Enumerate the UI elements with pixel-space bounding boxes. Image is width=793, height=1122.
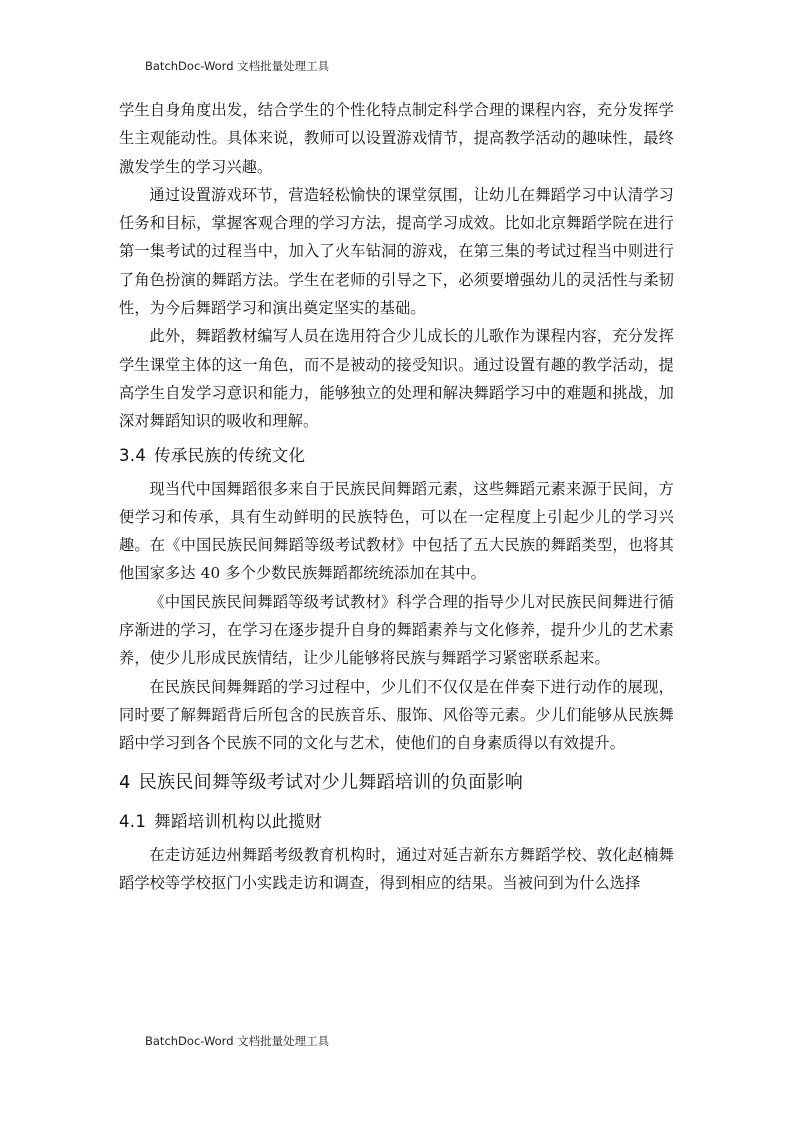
paragraph: 在走访延边州舞蹈考级教育机构时，通过对延吉新东方舞蹈学校、敦化赵楠舞蹈学校等学校抠门小实践走访和调查，得到相应的结果。当被问到为什么选择 <box>119 845 674 892</box>
paragraph: 此外，舞蹈教材编写人员在选用符合少儿成长的儿歌作为课程内容，充分发挥学生课堂主体的这一角色，而不是被动的接受知识。通过设置有趣的教学活动，提高学生自发学习意识和能力，能够独立的处理和解决舞蹈学习中的难题和挑战，加深对舞蹈知识的吸收和理解。 <box>119 327 674 431</box>
paragraph: 学生自身角度出发，结合学生的个性化特点制定科学合理的课程内容，充分发挥学生主观能动性。具体来说，教师可以设置游戏情节，提高教学活动的趣味性，最终激发学生的学习兴趣。 <box>119 101 674 176</box>
page-header: BatchDoc-Word 文档批量处理工具 <box>145 59 330 73</box>
section-title: 舞蹈培训机构以此揽财 <box>154 811 323 831</box>
chapter-heading-4 <box>119 764 674 802</box>
page-footer: BatchDoc-Word 文档批量处理工具 <box>145 1034 330 1048</box>
section-heading-3-4 <box>119 439 674 473</box>
paragraph: 《中国民族民间舞蹈等级考试教材》科学合理的指导少儿对民族民间舞进行循序渐进的学习，在学习在逐步提升自身的舞蹈素养与文化修养，提升少儿的艺术素养，使少儿形成民族情结，让少儿能够将民族与舞蹈学习紧密联系起来。 <box>119 592 674 668</box>
chapter-number: 4 <box>119 771 131 793</box>
paragraph: 现当代中国舞蹈很多来自于民族民间舞蹈元素，这些舞蹈元素来源于民间，方便学习和传承，具有生动鲜明的民族特色，可以在一定程度上引起少儿的学习兴趣。在《中国民族民间舞蹈等级考试教材》中包括了五大民族的舞蹈类型，也将其他国家多达 40 多个少数民族舞蹈都统统添加在其中。 <box>119 479 674 583</box>
section-heading-4-1 <box>119 805 674 839</box>
section-title: 传承民族的传统文化 <box>154 445 306 465</box>
document-body <box>119 96 674 897</box>
paragraph: 通过设置游戏环节，营造轻松愉快的课堂氛围，让幼儿在舞蹈学习中认清学习任务和目标，掌握客观合理的学习方法，提高学习成效。比如北京舞蹈学院在进行第一集考试的过程当中，加入了火车钻洞的游戏，在第三集的考试过程当中则进行了角色扮演的舞蹈方法。学生在老师的引导之下，必须要增强幼儿的灵活性与柔韧性，为今后舞蹈学习和演出奠定坚实的基础。 <box>119 185 674 318</box>
section-number: 4.1 <box>119 811 147 831</box>
chapter-title: 民族民间舞等级考试对少儿舞蹈培训的负面影响 <box>138 771 524 793</box>
section-number: 3.4 <box>119 445 147 465</box>
paragraph: 在民族民间舞舞蹈的学习过程中，少儿们不仅仅是在伴奏下进行动作的展现，同时要了解舞蹈背后所包含的民族音乐、服饰、风俗等元素。少儿们能够从民族舞蹈中学习到各个民族不同的文化与艺术，使他们的自身素质得以有效提升。 <box>119 677 674 753</box>
